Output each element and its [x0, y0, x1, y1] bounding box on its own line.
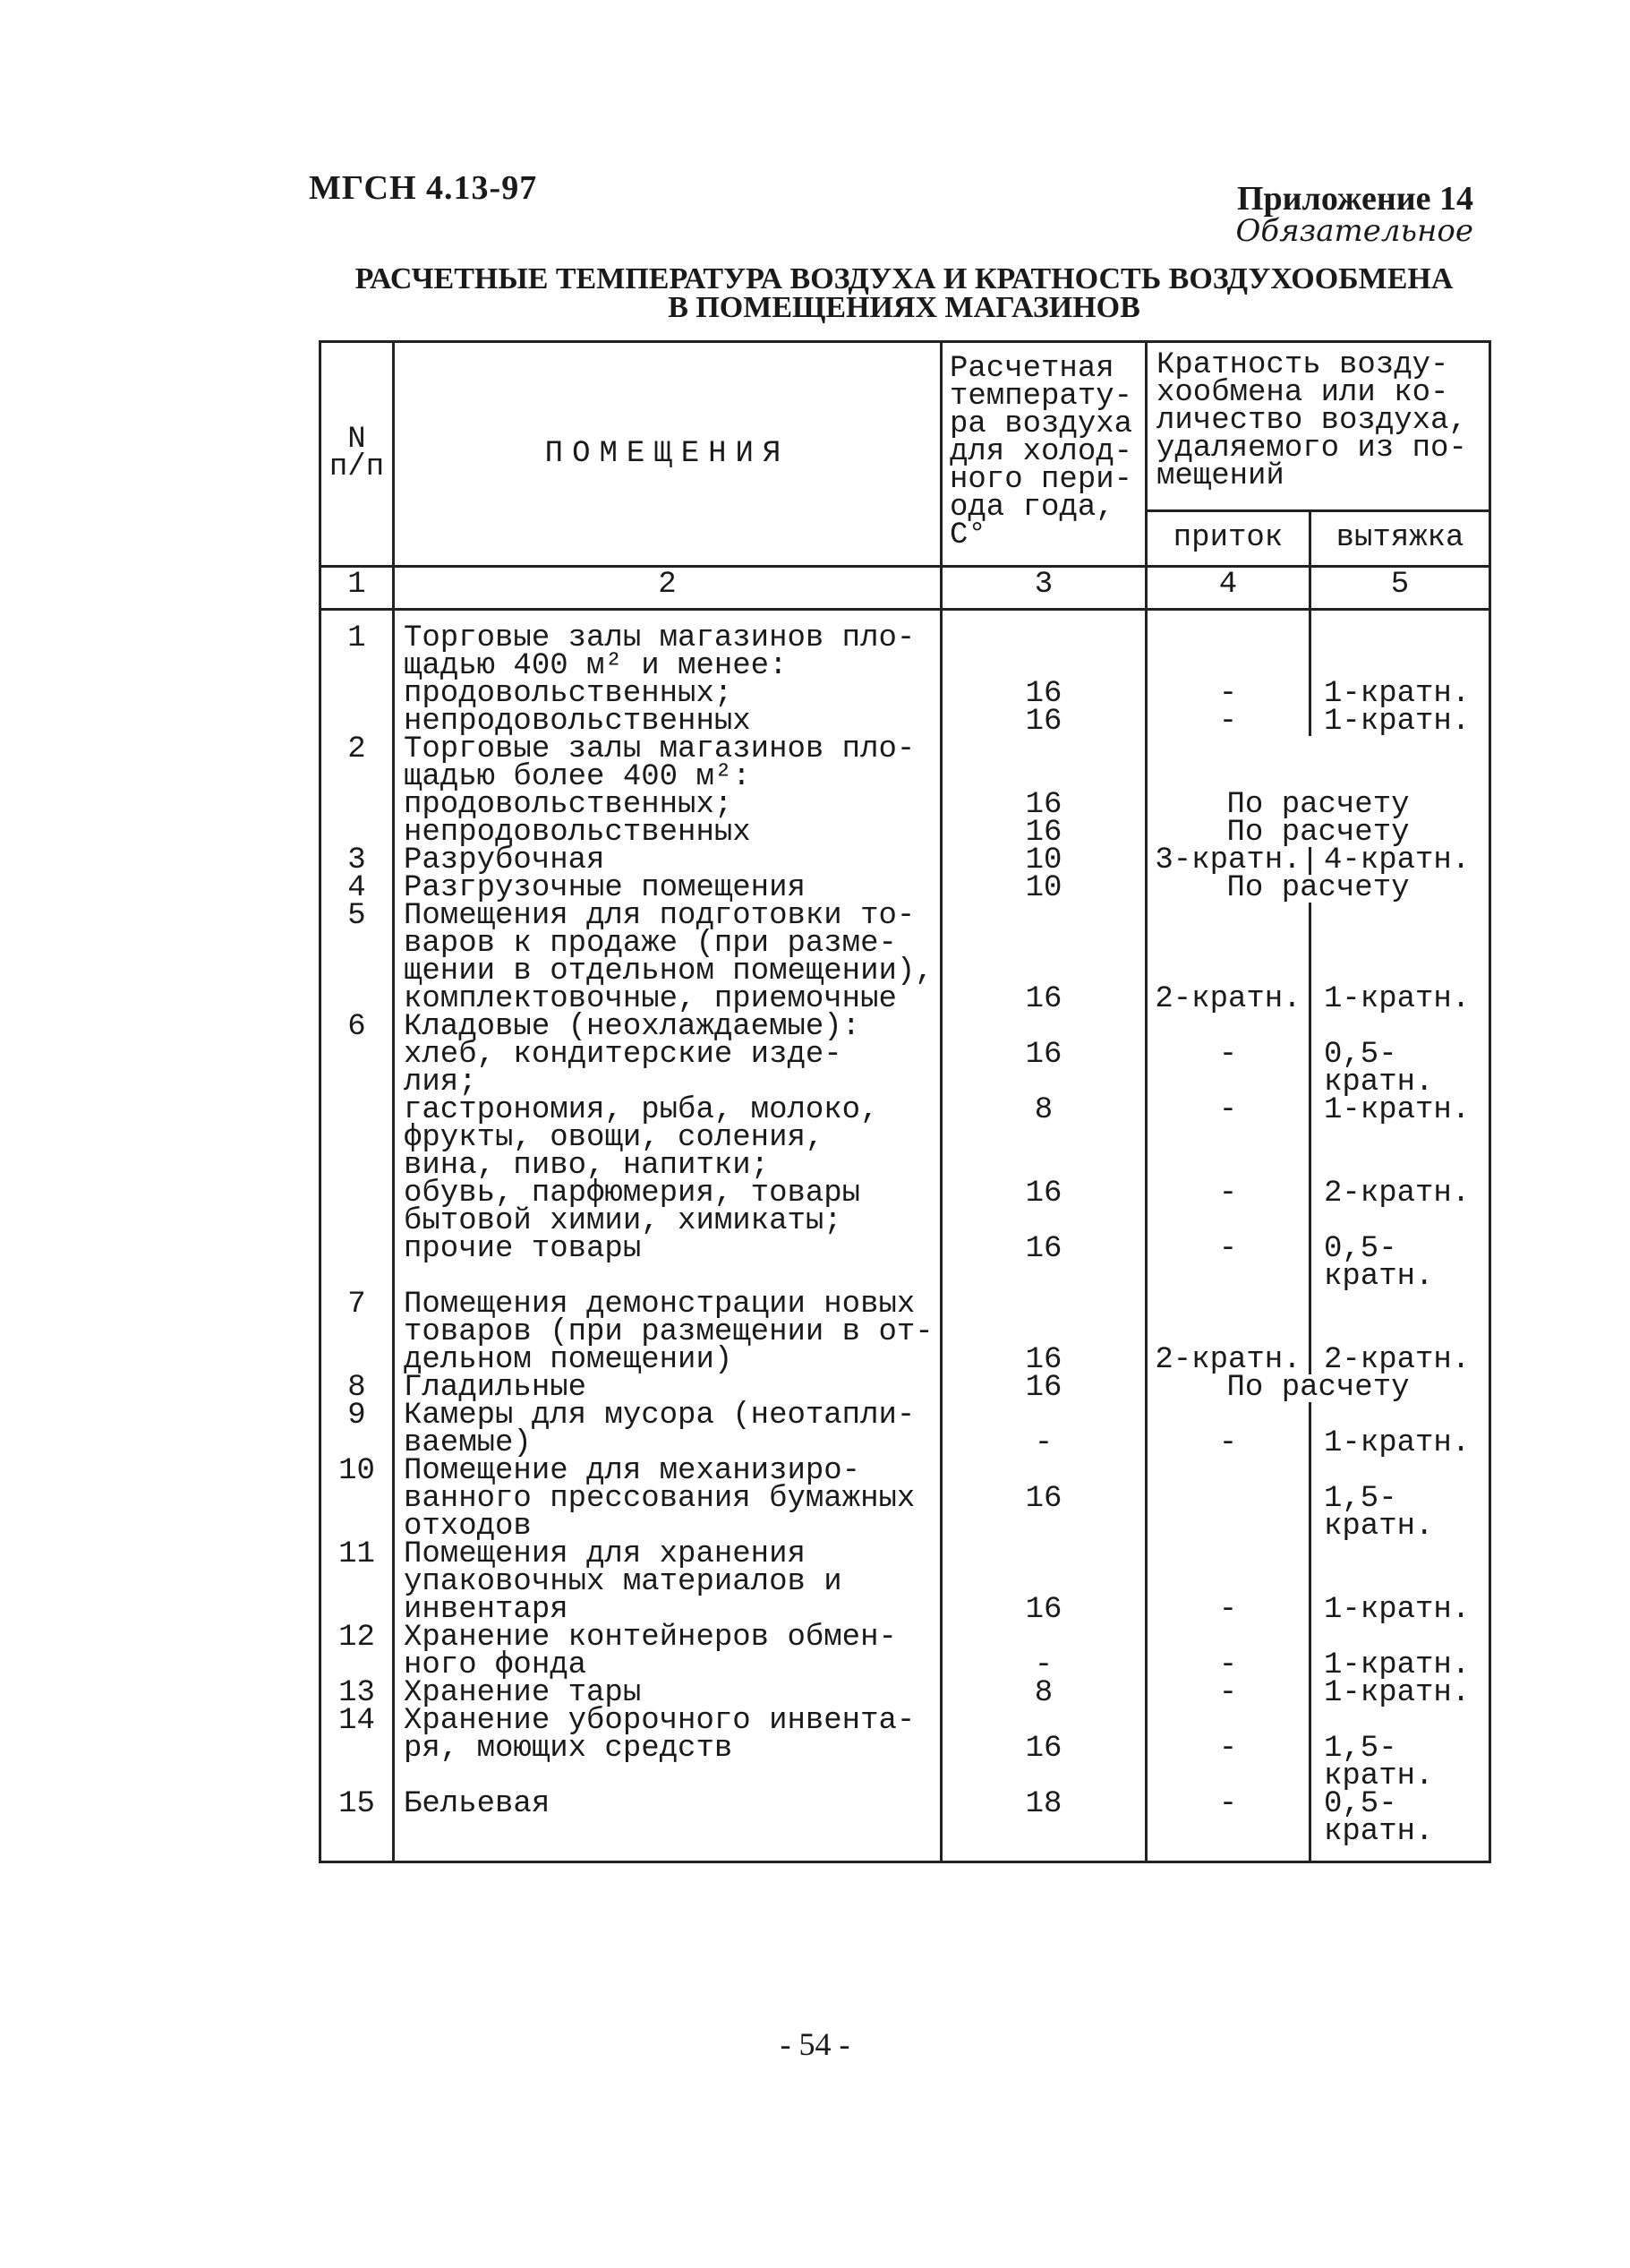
supply-rate: 2-кратн.	[1147, 903, 1310, 1014]
table-row	[320, 1624, 1490, 1680]
table-row	[320, 1541, 1490, 1624]
column-number: 3	[942, 567, 1147, 610]
row-number: 5	[320, 903, 394, 1014]
row-number: 9	[320, 1402, 394, 1458]
design-temperature: 8	[942, 1680, 1147, 1707]
row-number: 4	[320, 875, 394, 903]
room-name: Разрубочная	[394, 847, 942, 875]
supply-rate: -	[1147, 1680, 1310, 1707]
title-line-2: В ПОМЕЩЕНИЯХ МАГАЗИНОВ	[668, 291, 1140, 324]
header-supply: приток	[1147, 511, 1310, 567]
design-temperature: 16	[942, 1374, 1147, 1402]
room-name: Хранение контейнеров обмен- ного фонда	[394, 1624, 942, 1680]
header-rooms: ПОМЕЩЕНИЯ	[394, 342, 942, 567]
exhaust-rate: 1-кратн.	[1310, 903, 1490, 1014]
header-air-exchange: Кратность возду- хообмена или ко- личество воздуха, удаляемого из по- мещений	[1147, 342, 1490, 511]
air-exchange-by-calculation: По расчету По расчету	[1147, 736, 1490, 847]
row-number: 2	[320, 736, 394, 847]
header-temperature: Расчетная температу- ра воздуха для холод- ного пери- ода года, С°	[942, 342, 1147, 567]
row-number: 11	[320, 1541, 394, 1624]
supply-rate: -	[1147, 1707, 1310, 1791]
table-row	[320, 1402, 1490, 1458]
title-line-1: РАСЧЕТНЫЕ ТЕМПЕРАТУРА ВОЗДУХА И КРАТНОСТЬ ВОЗДУХООБМЕНА	[354, 262, 1454, 295]
air-exchange-by-calculation: По расчету	[1147, 875, 1490, 903]
column-number: 4	[1147, 567, 1310, 610]
row-number: 6	[320, 1014, 394, 1291]
row-number: 3	[320, 847, 394, 875]
design-temperature: 16	[942, 1541, 1147, 1624]
exhaust-rate: 0,5- кратн.	[1310, 1791, 1490, 1862]
document-code: МГСН 4.13-97	[309, 169, 538, 207]
column-number: 5	[1310, 567, 1490, 610]
room-name: Камеры для мусора (неотапли- ваемые)	[394, 1402, 942, 1458]
table-row	[320, 1707, 1490, 1791]
room-name: Торговые залы магазинов пло- щадью более 400 м²: продовольственных; непродовольственных	[394, 736, 942, 847]
supply-rate: -	[1147, 1624, 1310, 1680]
appendix-title: Приложение 14	[1236, 180, 1473, 218]
column-number: 1	[320, 567, 394, 610]
design-temperature: 16 8 16 16	[942, 1014, 1147, 1291]
room-name: Помещение для механизиро- ванного прессования бумажных отходов	[394, 1458, 942, 1541]
table-row	[320, 736, 1490, 847]
row-number: 1	[320, 610, 394, 737]
room-name: Помещения для хранения упаковочных материалов и инвентаря	[394, 1541, 942, 1624]
design-temperature: 10	[942, 875, 1147, 903]
design-temperature: 16	[942, 1707, 1147, 1791]
design-temperature: -	[942, 1402, 1147, 1458]
design-temperature: 16	[942, 1458, 1147, 1541]
exhaust-rate: 4-кратн.	[1310, 847, 1490, 875]
row-number: 8	[320, 1374, 394, 1402]
design-temperature: 16	[942, 903, 1147, 1014]
room-name: Хранение уборочного инвента- ря, моющих средств	[394, 1707, 942, 1791]
row-number: 7	[320, 1291, 394, 1374]
exhaust-rate: 1-кратн.	[1310, 1624, 1490, 1680]
design-temperature: 16 16	[942, 736, 1147, 847]
column-number: 2	[394, 567, 942, 610]
table-body	[320, 610, 1490, 1862]
air-exchange-by-calculation: По расчету	[1147, 1374, 1490, 1402]
design-temperature: 18	[942, 1791, 1147, 1862]
header-number: N п/п	[320, 342, 394, 567]
table-row	[320, 1458, 1490, 1541]
room-name: Кладовые (неохлаждаемые): хлеб, кондитерские изде- лия; гастрономия, рыба, молоко, фрукты, овощи, соления, вина, пиво, напитки; обувь, парфюмерия, товары бытовой химии, химикаты; прочие товары	[394, 1014, 942, 1291]
appendix-label	[1235, 180, 1473, 249]
table-row	[320, 903, 1490, 1014]
exhaust-rate: 1-кратн. 1-кратн.	[1310, 610, 1490, 737]
exhaust-rate: 1,5- кратн.	[1310, 1707, 1490, 1791]
supply-rate: - - - -	[1147, 1014, 1310, 1291]
exhaust-rate: 1-кратн.	[1310, 1541, 1490, 1624]
room-name: Гладильные	[394, 1374, 942, 1402]
design-temperature: 16	[942, 1291, 1147, 1374]
row-number: 14	[320, 1707, 394, 1791]
row-number: 15	[320, 1791, 394, 1862]
table-row	[320, 610, 1490, 737]
row-number: 12	[320, 1624, 394, 1680]
supply-rate: -	[1147, 1541, 1310, 1624]
design-temperature: -	[942, 1624, 1147, 1680]
room-name: Хранение тары	[394, 1680, 942, 1707]
supply-rate: - -	[1147, 610, 1310, 737]
supply-rate: 3-кратн.	[1147, 847, 1310, 875]
appendix-note: Обязательное	[1235, 213, 1473, 249]
supply-rate	[1147, 1458, 1310, 1541]
table-row	[320, 1291, 1490, 1374]
row-number: 10	[320, 1458, 394, 1541]
room-name: Разгрузочные помещения	[394, 875, 942, 903]
design-temperature: 16 16	[942, 610, 1147, 737]
exhaust-rate: 2-кратн.	[1310, 1291, 1490, 1374]
supply-rate: -	[1147, 1791, 1310, 1862]
design-temperature: 10	[942, 847, 1147, 875]
room-name: Торговые залы магазинов пло- щадью 400 м² и менее: продовольственных; непродовольственных	[394, 610, 942, 737]
row-number: 13	[320, 1680, 394, 1707]
room-parameters-table	[319, 340, 1491, 1863]
exhaust-rate: 0,5- кратн. 1-кратн. 2-кратн. 0,5- кратн.	[1310, 1014, 1490, 1291]
supply-rate: -	[1147, 1402, 1310, 1458]
document-title	[322, 262, 1486, 324]
room-name: Помещения демонстрации новых товаров (при размещении в от- дельном помещении)	[394, 1291, 942, 1374]
page-number: - 54 -	[780, 2026, 850, 2062]
supply-rate: 2-кратн.	[1147, 1291, 1310, 1374]
exhaust-rate: 1-кратн.	[1310, 1402, 1490, 1458]
table-row	[320, 1791, 1490, 1862]
table-row	[320, 1014, 1490, 1291]
room-name: Помещения для подготовки то- варов к продаже (при разме- щении в отдельном помещении), комплектовочные, приемочные	[394, 903, 942, 1014]
exhaust-rate: 1-кратн.	[1310, 1680, 1490, 1707]
room-name: Бельевая	[394, 1791, 942, 1862]
header-exhaust: вытяжка	[1310, 511, 1490, 567]
exhaust-rate: 1,5- кратн.	[1310, 1458, 1490, 1541]
